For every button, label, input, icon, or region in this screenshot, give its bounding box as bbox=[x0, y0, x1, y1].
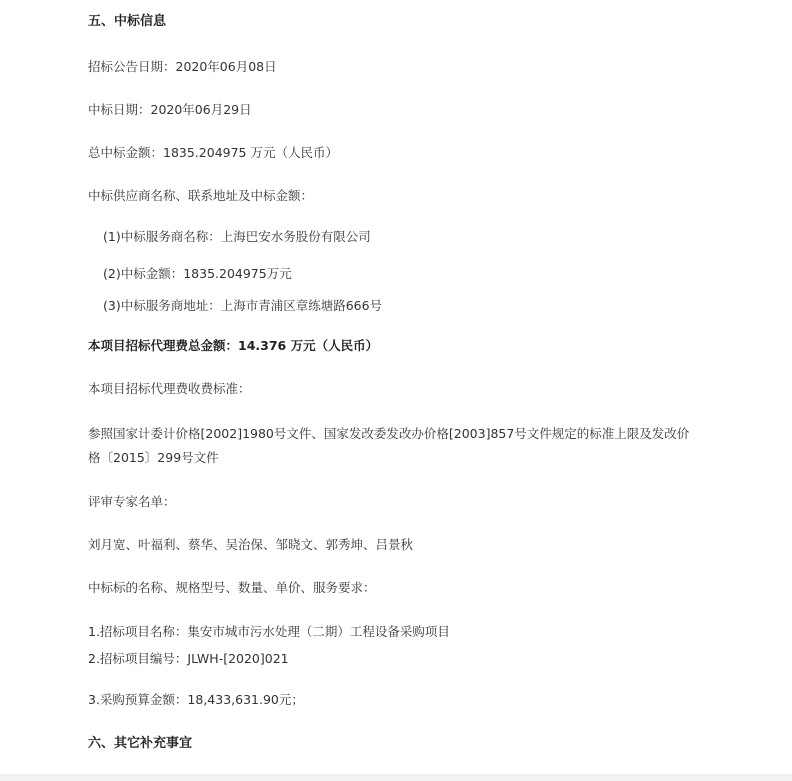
award-date: 中标日期：2020年06月29日 bbox=[88, 102, 252, 117]
experts-label: 评审专家名单： bbox=[88, 494, 176, 509]
agency-fee-standard-text-line2: 格〔2015〕299号文件 bbox=[88, 450, 219, 465]
supplier-amount: (2)中标金额：1835.204975万元 bbox=[103, 266, 292, 281]
total-award-amount: 总中标金额：1835.204975 万元（人民币） bbox=[88, 145, 338, 160]
section-heading-award-info: 五、中标信息 bbox=[88, 14, 167, 29]
announce-date: 招标公告日期：2020年06月08日 bbox=[88, 59, 277, 74]
budget-amount: 3.采购预算金额：18,433,631.90元； bbox=[88, 692, 304, 707]
agency-fee-standard-label: 本项目招标代理费收费标准： bbox=[88, 381, 251, 396]
section-heading-supplementary: 六、其它补充事宜 bbox=[88, 736, 193, 751]
project-number: 2.招标项目编号：JLWH-[2020]021 bbox=[88, 651, 289, 666]
agency-fee-standard-text-line1: 参照国家计委计价格[2002]1980号文件、国家发改委发改办价格[2003]857号文件规定的标准上限及发改价 bbox=[88, 426, 690, 441]
supplier-address: (3)中标服务商地址：上海市青浦区章练塘路666号 bbox=[103, 298, 383, 313]
supplier-name: (1)中标服务商名称：上海巴安水务股份有限公司 bbox=[103, 229, 371, 244]
experts-list: 刘月宽、叶福利、蔡华、吴治保、邹晓文、郭秀坤、吕景秋 bbox=[88, 537, 414, 552]
agency-fee-total: 本项目招标代理费总金额：14.376 万元（人民币） bbox=[88, 338, 379, 353]
bottom-divider-bar bbox=[0, 774, 792, 781]
requirements-label: 中标标的名称、规格型号、数量、单价、服务要求： bbox=[88, 580, 376, 595]
supplier-intro: 中标供应商名称、联系地址及中标金额： bbox=[88, 188, 314, 203]
project-name: 1.招标项目名称：集安市城市污水处理（二期）工程设备采购项目 bbox=[88, 624, 450, 639]
